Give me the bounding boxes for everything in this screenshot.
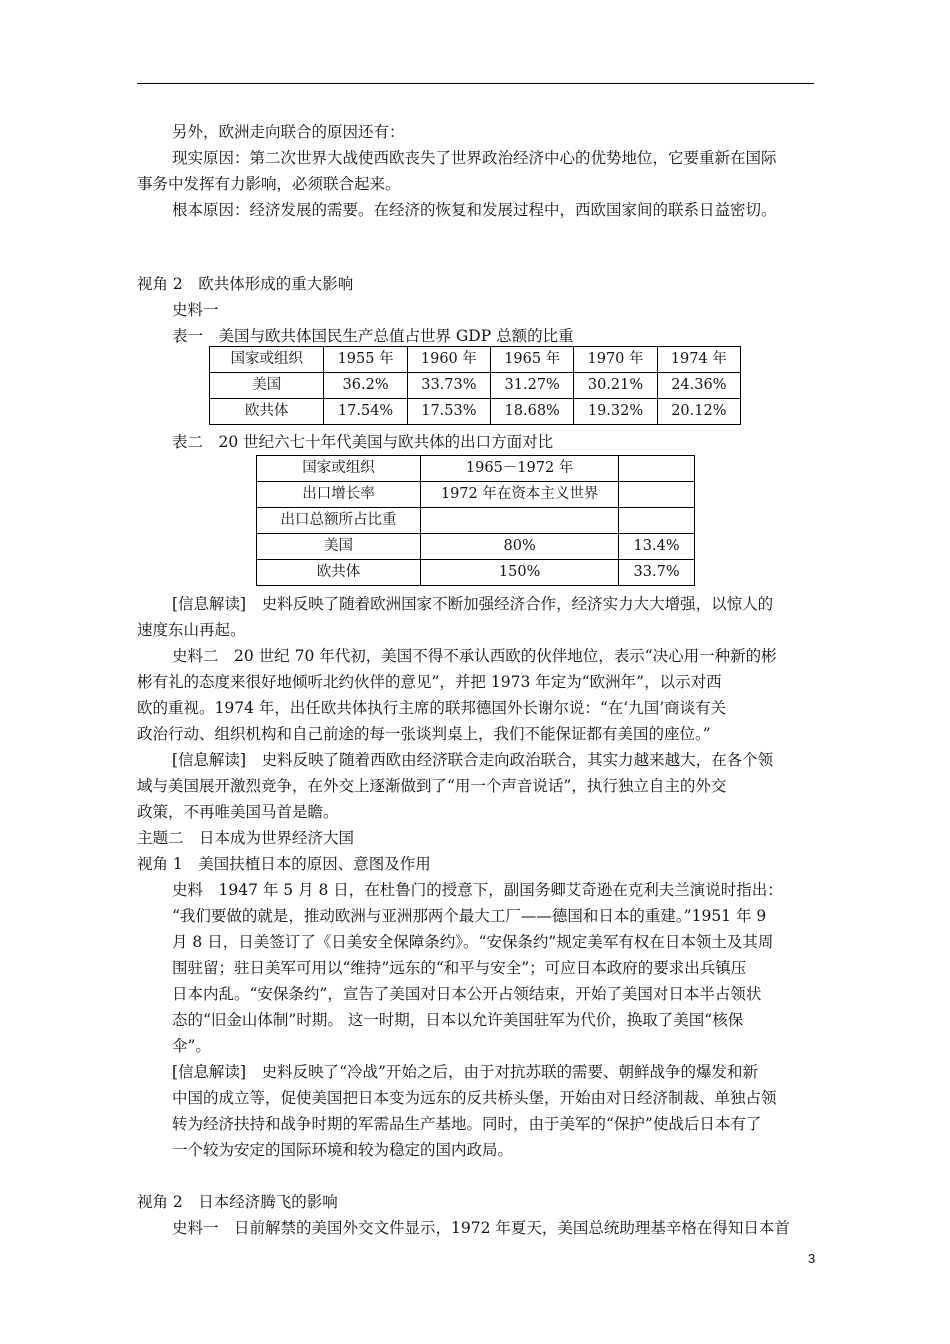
table-cell: 1960 年 [407,347,490,373]
table-row [210,373,741,399]
text-line: 态的“旧金山体制”时期。 这一时期，日本以允许美国驻军为代价，换取了美国“核保 [172,1011,744,1029]
text-line: 转为经济扶持和战争时期的军需品生产基地。同时，由于美军的“保护”使战后日本有了 [172,1115,762,1133]
table-cell: 33.73% [407,373,490,399]
text-line: 史料一 日前解禁的美国外交文件显示，1972 年夏天，美国总统助理基辛格在得知日本首 [172,1219,790,1237]
text-line: 速度东山再起。 [137,621,246,639]
table-cell: 24.36% [657,373,740,399]
table-cell: 美国 [210,373,324,399]
table-row [257,560,695,586]
table-row [257,456,695,482]
text-line: 政治行动、组织机构和自己前途的每一张谈判桌上，我们不能保证都有美国的座位。” [137,725,711,743]
table-cell: 1972 年在资本主义世界 [421,482,619,508]
text-line: 一个较为安定的国际环境和较为稳定的国内政局。 [172,1141,514,1159]
table-cell [421,508,619,534]
table-cell: 1955 年 [324,347,407,373]
text-line: 月 8 日，日美签订了《日美安全保障条约》。“安保条约”规定美军有权在日本领土及其周 [172,933,774,951]
text-line: [信息解读] 史料反映了“冷战”开始之后，由于对抗苏联的需要、朝鲜战争的爆发和新 [172,1063,758,1081]
text-line: 日本内乱。“安保条约”，宣告了美国对日本公开占领结束，开始了美国对日本半占领状 [172,985,762,1003]
header-rule [137,83,814,84]
table-cell: 1974 年 [657,347,740,373]
table-cell: 国家或组织 [210,347,324,373]
table-cell: 31.27% [491,373,574,399]
table-cell: 36.2% [324,373,407,399]
text-line: 现实原因：第二次世界大战使西欧丧失了世界政治经济中心的优势地位，它要重新在国际 [172,149,777,167]
gdp-share-table [209,346,741,425]
table-cell [619,482,695,508]
text-line: [信息解读] 史料反映了随着欧洲国家不断加强经济合作，经济实力大大增强，以惊人的 [172,595,774,613]
table-cell: 出口增长率 [257,482,421,508]
text-line: [信息解读] 史料反映了随着西欧由经济联合走向政治联合，其实力越来越大，在各个领 [172,751,774,769]
table-cell: 1965－1972 年 [421,456,619,482]
text-line: 域与美国展开激烈竞争，在外交上逐渐做到了“用一个声音说话”，执行独立自主的外交 [137,777,727,795]
table-cell: 30.21% [574,373,657,399]
table-cell: 1970 年 [574,347,657,373]
table-cell: 1965 年 [491,347,574,373]
page-number: 3 [808,1251,816,1266]
table-cell: 150% [421,560,619,586]
table-header-row [210,347,741,373]
text-line: 另外，欧洲走向联合的原因还有： [172,123,405,141]
table-row [257,482,695,508]
table-row [257,508,695,534]
section-heading: 视角 1 美国扶植日本的原因、意图及作用 [137,855,431,873]
text-line: 事务中发挥有力影响，必须联合起来。 [137,175,401,193]
table-cell: 出口总额所占比重 [257,508,421,534]
table-caption: 表一 美国与欧共体国民生产总值占世界 GDP 总额的比重 [172,327,574,345]
text-line: 史料二 20 世纪 70 年代初，美国不得不承认西欧的伙伴地位，表示“决心用一种新的彬 [172,647,777,665]
text-line: 伞”。 [172,1037,211,1055]
text-line: 中国的成立等，促使美国把日本变为远东的反共桥头堡，开始由对日经济制裁、单独占领 [172,1089,777,1107]
section-heading: 视角 2 欧共体形成的重大影响 [137,275,354,293]
export-comparison-table [256,455,695,586]
table-cell: 17.54% [324,399,407,425]
table-cell: 17.53% [407,399,490,425]
text-line: 史料 1947 年 5 月 8 日，在杜鲁门的授意下，副国务卿艾奇逊在克利夫兰演说时指出： [172,881,783,899]
table-cell: 欧共体 [257,560,421,586]
table-row [210,399,741,425]
table-cell [619,508,695,534]
text-line: 欧的重视。1974 年，出任欧共体执行主席的联邦德国外长谢尔说：“在‘九国’商谈有关 [137,699,727,717]
table-cell: 20.12% [657,399,740,425]
table-cell: 80% [421,534,619,560]
table-cell: 13.4% [619,534,695,560]
table-cell [619,456,695,482]
section-heading: 主题二 日本成为世界经济大国 [137,829,355,847]
section-heading: 视角 2 日本经济腾飞的影响 [137,1193,338,1211]
text-line: 根本原因：经济发展的需要。在经济的恢复和发展过程中，西欧国家间的联系日益密切。 [172,201,777,219]
table-cell: 欧共体 [210,399,324,425]
text-line: 政策，不再唯美国马首是瞻。 [137,803,339,821]
table-row [257,534,695,560]
text-line: 彬有礼的态度来很好地倾听北约伙伴的意见”，并把 1973 年定为“欧洲年”，以示对西 [137,673,722,691]
table-cell: 19.32% [574,399,657,425]
table-caption: 表二 20 世纪六七十年代美国与欧共体的出口方面对比 [172,433,554,451]
table-cell: 18.68% [491,399,574,425]
table-cell: 美国 [257,534,421,560]
table-cell: 33.7% [619,560,695,586]
table-cell: 国家或组织 [257,456,421,482]
text-line: “我们要做的就是，推动欧洲与亚洲那两个最大工厂——德国和日本的重建。”1951 年 9 [172,907,767,925]
text-line: 围驻留；驻日美军可用以“维持”远东的“和平与安全”；可应日本政府的要求出兵镇压 [172,959,747,977]
source-label: 史料一 [172,301,219,319]
